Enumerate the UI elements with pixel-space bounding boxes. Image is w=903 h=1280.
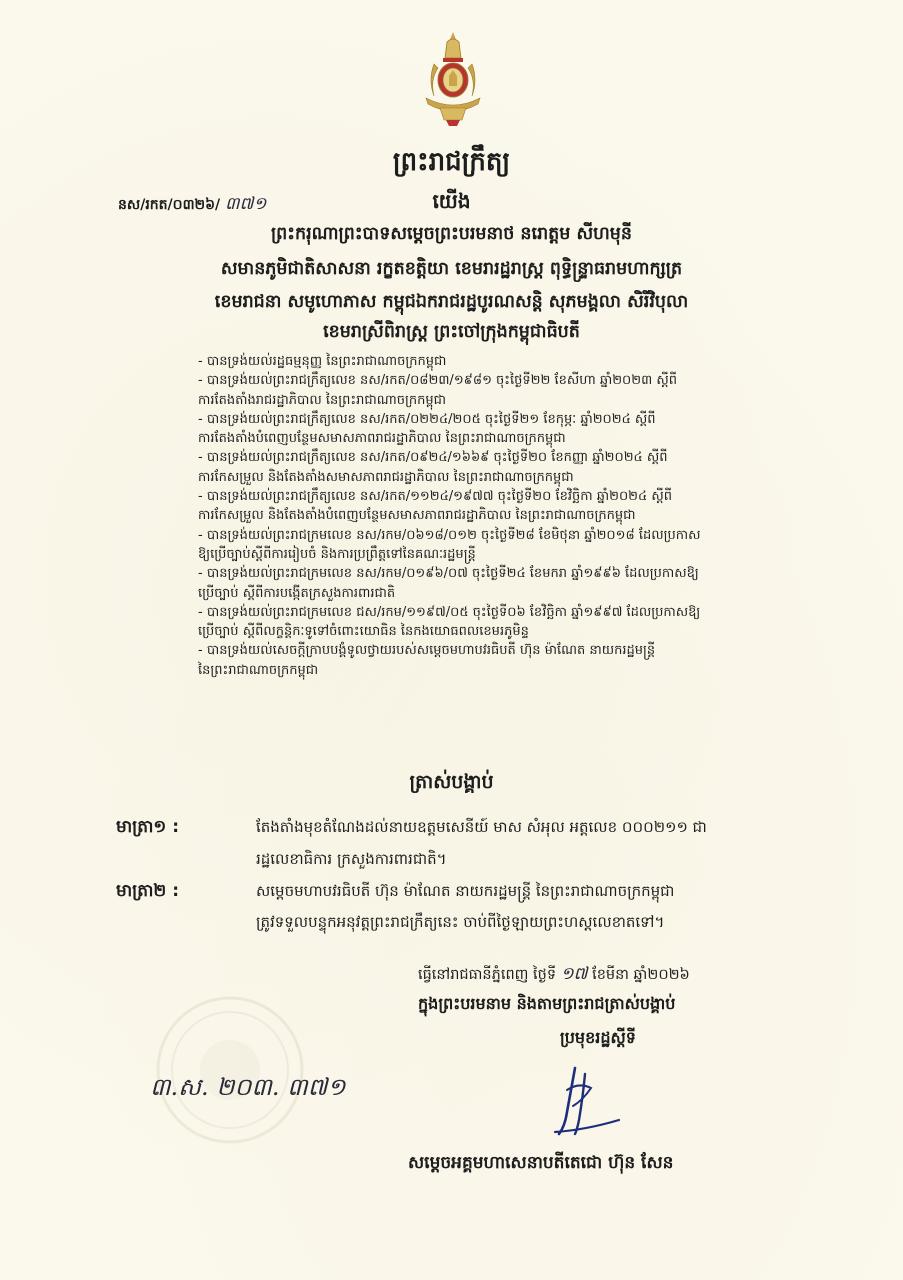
- opening-word: យើង: [432, 189, 471, 213]
- basis-item-continuation: នៃព្រះរាជាណាចក្រកម្ពុជា: [198, 662, 319, 678]
- article-1-label: មាត្រា១ :: [116, 817, 180, 837]
- handwritten-note: ៣.ស. ២០៣. ៣៧១: [150, 1073, 346, 1101]
- command-heading: ត្រាស់បង្គាប់: [409, 771, 494, 793]
- acting-head-of-state: ប្រមុខរដ្ឋស្តីទី: [560, 1028, 636, 1047]
- royal-title-line-2: សមានភូមិជាតិសាសនា រក្ខតខត្តិយា ខេមរារដ្ឋរាស្ត្រ ពុទ្ធិន្ទ្រាធរាមហាក្សត្រ: [220, 259, 683, 279]
- article-1-text: តែងតាំងមុខតំណែងដល់នាយឧត្តមសេនីយ៍ មាស សំអុល អត្តលេខ ០០០២១១ ជា: [256, 818, 707, 836]
- royal-title-line-1: ព្រះករុណាព្រះបាទសម្តេចព្រះបរមនាថ នរោត្តម សីហមុនី: [270, 224, 633, 244]
- basis-item: - បានទ្រង់យល់ព្រះរាជក្រឹត្យលេខ នស/រកត/០៩២៤/១៦៦៩ ចុះថ្ងៃទី២០ ខែកញ្ញា ឆ្នាំ២០២៤ ស្តីពី: [198, 450, 668, 466]
- signer-name: សម្តេចអគ្គមហាសេនាបតីតេជោ ហ៊ុន សែន: [408, 1153, 674, 1173]
- faded-seal-icon: [150, 990, 310, 1150]
- basis-item-continuation: ការកែសម្រួល និងតែងតាំងសមាសភាពរាជរដ្ឋាភិបាល នៃព្រះរាជាណាចក្រកម្ពុជា: [198, 469, 574, 485]
- basis-item: - បានទ្រង់យល់ព្រះរាជក្រឹត្យលេខ នស/រកត/០៨២៣/១៩៨១ ចុះថ្ងៃទី២២ ខែសីហា ឆ្នាំ២០២៣ ស្តីពី: [198, 373, 677, 389]
- article-1-continuation: រដ្ឋលេខាធិការ ក្រសួងការពារជាតិ។: [256, 850, 447, 868]
- legal-basis-list: [198, 352, 848, 680]
- royal-crest-icon: [420, 28, 486, 128]
- signature-icon: [545, 1060, 625, 1140]
- basis-item: - បានទ្រង់យល់សេចក្តីក្រាបបង្គំទូលថ្វាយរបស់សម្តេចមហាបវរធិបតី ហ៊ុន ម៉ាណែត នាយករដ្ឋមន្ត្រី: [198, 643, 656, 659]
- article-2-continuation: ត្រូវទទួលបន្ទុកអនុវត្តព្រះរាជក្រឹត្យនេះ ចាប់ពីថ្ងៃឡាយព្រះហស្តលេខាតទៅ។: [256, 913, 665, 931]
- basis-item-continuation: ការតែងតាំងរាជរដ្ឋាភិបាល នៃព្រះរាជាណាចក្រកម្ពុជា: [198, 392, 447, 408]
- place-date-prefix: ធ្វើនៅរាជធានីភ្នំពេញ ថ្ងៃទី: [418, 967, 557, 983]
- basis-item: - បានទ្រង់យល់ព្រះរាជក្រមលេខ នស/រកម/០១៩៦/០៧ ចុះថ្ងៃទី២៤ ខែមករា ឆ្នាំ១៩៩៦ ដែលប្រកាសឱ្យ: [198, 566, 699, 582]
- royal-title-line-4: ខេមរាស្រីពិរាស្ត្រ ព្រះចៅក្រុងកម្ពុជាធិបតី: [323, 322, 580, 342]
- place-date-suffix: ខែមីនា ឆ្នាំ២០២៦: [592, 967, 690, 983]
- basis-item: - បានទ្រង់យល់រដ្ឋធម្មនុញ្ញ នៃព្រះរាជាណាចក្រកម្ពុជា: [198, 354, 447, 369]
- basis-item-continuation: ប្រើច្បាប់ ស្តីពីការបង្កើតក្រសួងការពារជាតិ: [198, 585, 396, 601]
- basis-item: - បានទ្រង់យល់ព្រះរាជក្រឹត្យលេខ នស/រកត/០២២៤/២០៥ ចុះថ្ងៃទី២១ ខែកុម្ភៈ ឆ្នាំ២០២៤ ស្តីពី: [198, 411, 656, 427]
- article-2-label: មាត្រា២ :: [116, 881, 180, 901]
- basis-item-continuation: ប្រើច្បាប់ ស្តីពីលក្ខន្តិកៈទូទៅចំពោះយោធិន នៃកងយោធពលខេមរភូមិន្ទ: [198, 624, 529, 640]
- royal-title-line-3: ខេមរាជនា សមូហោភាស កម្ពុជឯករាជរដ្ឋបូរណសន្តិ សុភមង្គលា សិរីវិបុលា: [214, 292, 689, 312]
- basis-item-continuation: ការតែងតាំងបំពេញបន្ថែមសមាសភាពរាជរដ្ឋាភិបាល នៃព្រះរាជាណាចក្រកម្ពុជា: [198, 431, 566, 447]
- authority-line: ក្នុងព្រះបរមនាម និងតាមព្រះរាជត្រាស់បង្គាប់: [418, 994, 676, 1013]
- decree-title: ព្រះរាជក្រឹត្យ: [392, 147, 511, 177]
- basis-item: - បានទ្រង់យល់ព្រះរាជក្រមលេខ នស/រកម/០៦១៨/០១២ ចុះថ្ងៃទី២៨ ខែមិថុនា ឆ្នាំ២០១៨ ដែលប្រកាស: [198, 527, 701, 543]
- basis-item-continuation: ឱ្យប្រើច្បាប់ស្តីពីការរៀបចំ និងការប្រព្រឹត្តទៅនៃគណៈរដ្ឋមន្ត្រី: [198, 546, 476, 562]
- place-and-date: [418, 963, 690, 988]
- article-2-text: សម្តេចមហាបវរធិបតី ហ៊ុន ម៉ាណែត នាយករដ្ឋមន្ត្រី នៃព្រះរាជាណាចក្រកម្ពុជា: [256, 882, 675, 900]
- reference-handwritten: ៣៧១: [225, 194, 267, 214]
- reference-printed: នស/រកត/០៣២៦/: [118, 197, 221, 213]
- basis-item: - បានទ្រង់យល់ព្រះរាជក្រឹត្យលេខ នស/រកត/១១២៤/១៩៧៧ ចុះថ្ងៃទី២០ ខែវិច្ឆិកា ឆ្នាំ២០២៤ ស្តីពី: [198, 489, 672, 505]
- basis-item-continuation: ការកែសម្រួល និងតែងតាំងបំពេញបន្ថែមសមាសភាពរាជរដ្ឋាភិបាល នៃព្រះរាជាណាចក្រកម្ពុជា: [198, 508, 636, 524]
- day-handwritten: ១៧: [560, 964, 588, 984]
- basis-item: - បានទ្រង់យល់ព្រះរាជក្រមលេខ ជស/រកម/១១៩៧/០៥ ចុះថ្ងៃទី០៦ ខែវិច្ឆិកា ឆ្នាំ១៩៩៧ ដែលប្រកាសឱ្យ: [198, 604, 701, 620]
